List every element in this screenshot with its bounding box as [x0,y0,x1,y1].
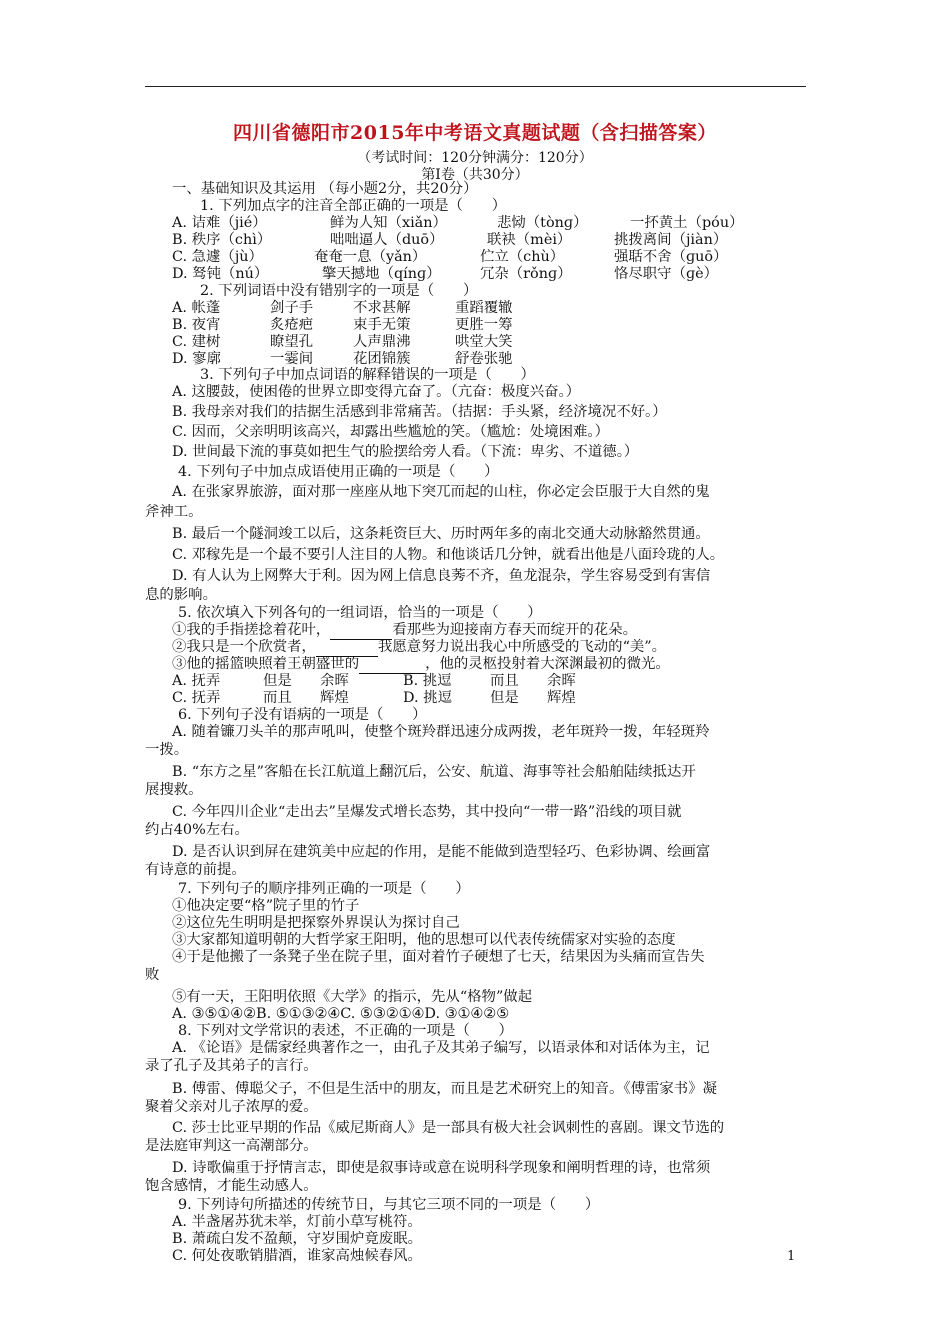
q1-option: 挑拨离间（jiàn） [614,232,728,248]
q5-s3-start: ③他的摇篮映照着王朝盛世的 [172,656,360,672]
q1-option: 擎天撼地（qínɡ） [322,266,441,282]
q7-sentence: ②这位先生明明是把探察外界误认为探讨自己 [172,915,460,931]
volume-label: 第Ⅰ卷（共30分） [421,167,529,183]
q1-option: D. 驽钝（nú） [172,266,269,282]
q7-sentence-cont: 败 [145,967,160,983]
q3-option: A. 这腰鼓，使困倦的世界立即变得亢奋了。（亢奋：极度兴奋。） [172,384,581,400]
q8-option: D. 诗歌偏重于抒情言志，即使是叙事诗或意在说明科学现象和阐明哲理的诗，也常须 [172,1160,711,1176]
q8-option-cont: 录了孔子及其弟子的言行。 [145,1058,318,1074]
q7-sentence: ④于是他搬了一条凳子坐在院子里，面对着竹子硬想了七天，结果因为头痛而宣告失 [172,949,705,965]
q4-option: B. 最后一个隧洞竣工以后，这条耗资巨大、历时两年多的南北交通大动脉豁然贯通。 [172,526,710,542]
exam-info: （考试时间：120分钟满分：120分） [357,150,593,166]
q5-sentence [172,656,670,674]
q8-option: C. 莎士比亚早期的作品《威尼斯商人》是一部具有极大社会讽刺性的喜剧。课文节选的 [172,1120,725,1136]
fill-blank [359,656,425,674]
page-number: 1 [787,1249,796,1264]
q8-option-cont: 是法庭审判这一高潮部分。 [145,1138,318,1154]
q6-option: A. 随着镰刀头羊的那声吼叫，使整个斑羚群迅速分成两拨，老年斑羚一拨，年轻斑羚 [172,724,710,740]
q6-option-cont: 约占40%左右。 [145,822,249,838]
q2-option: 人声鼎沸 [353,334,411,350]
q1-option: A. 诘难（jié） [172,215,267,231]
q2-option: 剑子手 [270,300,314,316]
q5-s1-end: 看那些为迎接南方春天而绽开的花朵。 [392,622,637,638]
q2-option: B. 夜宵 [172,317,221,333]
q9-option: B. 萧疏白发不盈颠，守岁围炉竟废眠。 [172,1231,422,1247]
q1-option: 恪尽职守（ɡè） [614,266,719,282]
q2-option: 束手无策 [353,317,411,333]
question-6-stem: 6. 下列句子没有语病的一项是（ ） [178,707,427,723]
q1-option: 强聒不舍（ɡuō） [614,249,728,265]
fill-blank [316,639,378,657]
q5-option: 而且 [490,673,519,689]
q5-option: 但是 [263,673,292,689]
q1-option: 奄奄一息（yǎn） [314,249,427,265]
q5-option: C. 抚弄 [172,690,221,706]
q7-options: A. ③⑤①④②B. ⑤①③②④C. ⑤③②①④D. ③①④②⑤ [172,1006,510,1022]
q2-option: 花团锦簇 [353,351,411,367]
q1-option: 悲恸（tònɡ） [497,215,588,231]
q5-s2-start: ②我只是一个欣赏者， [172,639,316,655]
q2-option: A. 帐蓬 [172,300,221,316]
q4-option-cont: 斧神工。 [145,504,203,520]
question-4-stem: 4. 下列句子中加点成语使用正确的一项是（ ） [178,464,499,480]
q5-s3-end: ，他的灵柩投射着大深渊最初的微光。 [425,656,670,672]
q5-option: 但是 [490,690,519,706]
q5-sentence [172,639,666,657]
q5-s1-start: ①我的手指搓捻着花叶， [172,622,331,638]
q5-s2-end: 我愿意努力说出我心中所感受的飞动的“美”。 [377,639,667,655]
q5-option: B. 挑逗 [403,673,452,689]
q7-sentence: ①他决定要“格”院子里的竹子 [172,898,360,914]
q3-option: D. 世间最下流的事莫如把生气的脸摆给旁人看。（下流：卑劣、不道德。） [172,444,639,460]
q2-option: 不求甚解 [353,300,411,316]
q5-option: 辉煌 [547,690,576,706]
q5-sentence [172,622,637,640]
q1-option: 联袂（mèi） [487,232,572,248]
q6-option: D. 是否认识到屏在建筑美中应起的作用，是能不能做到造型轻巧、色彩协调、绘画富 [172,844,711,860]
q7-sentence: ⑤有一天，王阳明依照《大学》的指示，先从“格物”做起 [172,989,533,1005]
q5-option: D. 挑逗 [403,690,452,706]
q6-option: B. “东方之星”客船在长江航道上翻沉后，公安、航道、海事等社会船舶陆续抵达开 [172,764,696,780]
q1-option: C. 急遽（jù） [172,249,263,265]
q4-option: D. 有人认为上网弊大于利。因为网上信息良莠不齐，鱼龙混杂，学生容易受到有害信 [172,568,711,584]
question-9-stem: 9. 下列诗句所描述的传统节日，与其它三项不同的一项是（ ） [178,1197,600,1213]
q9-option: C. 何处夜歌销腊酒，谁家高烛候春风。 [172,1248,422,1264]
q5-option: A. 抚弄 [172,673,221,689]
q2-option: D. 寥廓 [172,351,221,367]
q8-option: A. 《论语》是儒家经典著作之一，由孔子及其弟子编写，以语录体和对话体为主，记 [172,1040,710,1056]
q7-sentence: ③大家都知道明朝的大哲学家王阳明，他的思想可以代表传统儒家对实验的态度 [172,932,676,948]
q8-option-cont: 聚着父亲对儿子浓厚的爱。 [145,1099,318,1115]
q5-option: 而且 [263,690,292,706]
q6-option: C. 今年四川企业“走出去”呈爆发式增长态势，其中投向“一带一路”沿线的项目就 [172,804,682,820]
question-8-stem: 8. 下列对文学常识的表述，不正确的一项是（ ） [178,1023,513,1039]
fill-blank [330,622,392,640]
q1-option: 咄咄逼人（duō） [330,232,444,248]
q4-option: C. 邓稼先是一个最不要引人注目的人物。和他谈话几分钟，就看出他是八面玲珑的人。 [172,547,725,563]
q2-option: 一霎间 [270,351,314,367]
q5-option: 余晖 [547,673,576,689]
q6-option-cont: 有诗意的前提。 [145,862,246,878]
question-7-stem: 7. 下列句子的顺序排列正确的一项是（ ） [178,881,470,897]
page-title: 四川省德阳市2015年中考语文真题试题（含扫描答案） [233,122,717,144]
q8-option-cont: 饱含感情，才能生动感人。 [145,1178,318,1194]
q1-option: B. 秩序（chì） [172,232,272,248]
q3-option: C. 因而，父亲明明该高兴，却露出些尴尬的笑。（尴尬：处境困难。） [172,424,609,440]
q8-option: B. 傅雷、傅聪父子，不但是生活中的朋友，而且是艺术研究上的知音。《傅雷家书》凝 [172,1081,717,1097]
q1-option: 一抔黄土（póu） [630,215,744,231]
question-3-stem: 3. 下列句子中加点词语的解释错误的一项是（ ） [200,367,535,383]
q2-option: 重蹈覆辙 [455,300,513,316]
q2-option: 哄堂大笑 [455,334,513,350]
question-2-stem: 2. 下列词语中没有错别字的一项是（ ） [200,283,478,299]
q2-option: 瞭望孔 [270,334,314,350]
q1-option: 冗杂（rǒnɡ） [480,266,572,282]
question-1-stem: 1. 下列加点字的注音全部正确的一项是（ ） [200,198,507,214]
question-5-stem: 5. 依次填入下列各句的一组词语，恰当的一项是（ ） [178,605,542,621]
q5-option: 辉煌 [320,690,349,706]
q2-option: 炙疮疤 [270,317,314,333]
q6-option-cont: 一拨。 [145,742,189,758]
q2-option: C. 建树 [172,334,221,350]
q2-option: 舒卷张驰 [455,351,513,367]
q3-option: B. 我母亲对我们的拮据生活感到非常痛苦。（拮据：手头紧，经济境况不好。） [172,404,667,420]
section-heading: 一、基础知识及其运用 （每小题2分，共20分） [172,181,478,197]
q9-option: A. 半盏屠苏犹未举，灯前小草写桃符。 [172,1214,422,1230]
q2-option: 更胜一筹 [455,317,513,333]
q5-option: 余晖 [320,673,349,689]
header-rule [145,86,806,87]
q6-option-cont: 展搜救。 [145,782,203,798]
q4-option: A. 在张家界旅游，面对那一座座从地下突兀而起的山柱，你必定会臣服于大自然的鬼 [172,484,710,500]
q4-option-cont: 息的影响。 [145,587,217,603]
q1-option: 鲜为人知（xiǎn） [330,215,447,231]
q1-option: 伫立（chù） [480,249,565,265]
